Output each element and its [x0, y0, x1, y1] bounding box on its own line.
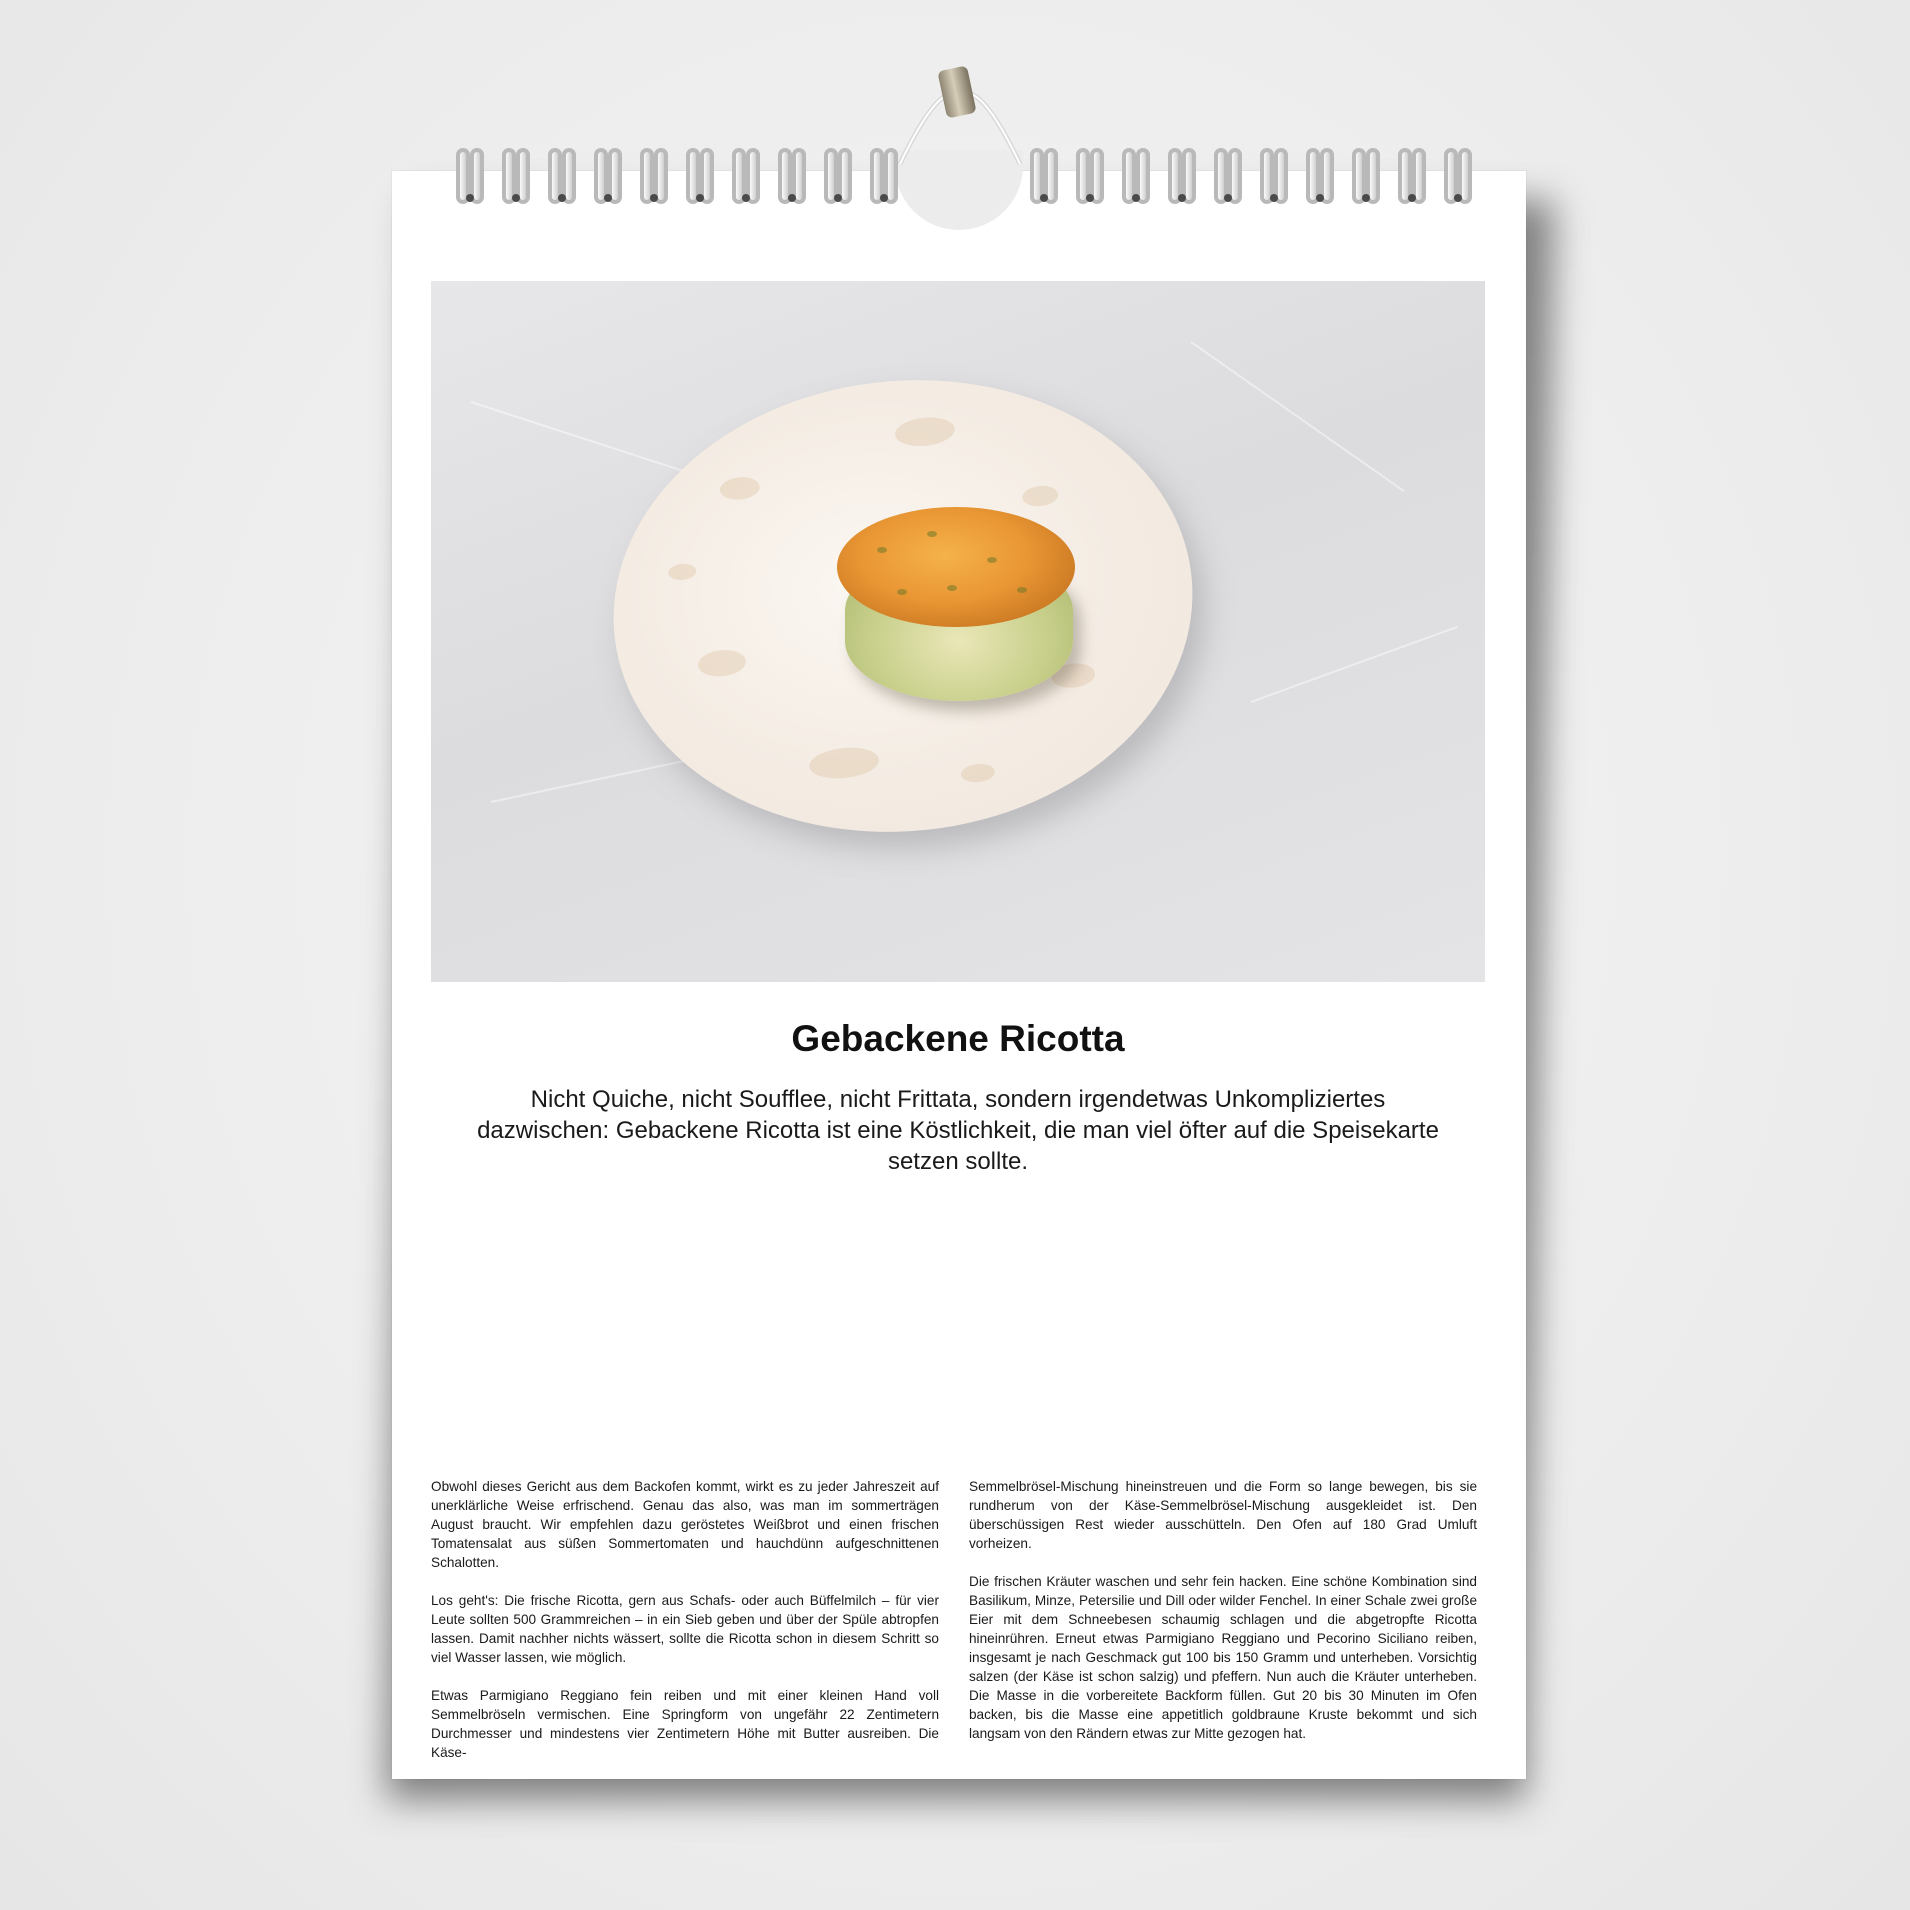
herb-fleck: [1017, 587, 1027, 593]
herb-fleck: [947, 585, 957, 591]
binding-hole: [1132, 194, 1140, 202]
ricotta-crust: [837, 507, 1075, 627]
binding-hole: [512, 194, 520, 202]
plate-stain: [960, 762, 996, 783]
binding-hole: [650, 194, 658, 202]
paragraph: Etwas Parmigiano Reggiano fein reiben und mit einer kleinen Hand voll Semmelbröseln vermischen. Eine Springform von ungefähr 22 Zentimetern Durchmesser und mindestens vier Zentimetern Höhe mit Butter ausreiben. Die Käse-: [431, 1688, 939, 1760]
paragraph: Die frischen Kräuter waschen und sehr fein hacken. Eine schöne Kombination sind Basilikum, Minze, Petersilie und Dill oder wilder Fenchel. In einer Schale zwei große Eier mit dem Schneebesen schaumig schlagen und die abgetropfte Ricotta hineinrühren. Erneut etwas Parmigiano Reggiano und Pecorino Siciliano reiben, insgesamt je nach Geschmack gut 100 bis 150 Gramm und unterheben. Vorsichtig salzen (der Käse ist schon salzig) und pfeffern. Nun auch die Kräuter unterheben. Die Masse in die vorbereitete Backform füllen. Gut 20 bis 30 Minuten im Ofen backen, bis die Masse eine appetitlich goldbraune Kruste bekommt und sich langsam von den Rändern etwas zur Mitte gezogen hat.: [969, 1574, 1477, 1741]
plate-stain: [808, 744, 881, 781]
paragraph: Los geht's: Die frische Ricotta, gern aus Schafs- oder auch Büffelmilch – für vier Leute sollten 500 Grammreichen – in ein Sieb geben und über der Spüle abtropfen lassen. Damit nachher nichts wässert, sollte die Ricotta schon in diesem Schritt so viel Wasser lassen, wie möglich.: [431, 1593, 939, 1665]
plate-stain: [719, 475, 761, 501]
text-column-right: [969, 1477, 1477, 1762]
paragraph: Obwohl dieses Gericht aus dem Backofen kommt, wirkt es zu jeder Jahreszeit auf unerklärliche Weise erfrischend. Genau das also, was man im sommerträgen August braucht. Wir empfehlen dazu geröstetes Weißbrot und einen frischen Tomatensalat aus süßen Sommertomaten und hauchdünn aufgeschnittenen Schalotten.: [431, 1479, 939, 1570]
binding-hole: [1270, 194, 1278, 202]
binding-hole: [558, 194, 566, 202]
plate-stain: [1021, 484, 1059, 508]
binding-hole: [1040, 194, 1048, 202]
recipe-title: Gebackene Ricotta: [791, 1018, 1125, 1059]
binding-hole: [834, 194, 842, 202]
plate-stain: [697, 648, 747, 679]
marble-vein: [1251, 626, 1458, 703]
plate-stain: [667, 562, 697, 581]
binding-hole: [1454, 194, 1462, 202]
binding-hole: [788, 194, 796, 202]
herb-fleck: [897, 589, 907, 595]
binding-hole: [1316, 194, 1324, 202]
binding-hole: [1178, 194, 1186, 202]
dish-photo: [431, 281, 1485, 982]
marble-vein: [1190, 341, 1404, 492]
herb-fleck: [987, 557, 997, 563]
text-column-left: [431, 1477, 939, 1781]
recipe-intro: Nicht Quiche, nicht Soufflee, nicht Frittata, sondern irgendetwas Unkompliziertes dazwischen: Gebackene Ricotta ist eine Köstlichkeit, die man viel öfter auf die Speisekarte setzen sollte.: [477, 1086, 1439, 1175]
binding-hole: [742, 194, 750, 202]
herb-fleck: [927, 531, 937, 537]
plate-stain: [894, 415, 957, 449]
herb-fleck: [877, 547, 887, 553]
binding-hole: [1408, 194, 1416, 202]
binding-hole: [1086, 194, 1094, 202]
binding-hole: [696, 194, 704, 202]
paragraph: Semmelbrösel-Mischung hineinstreuen und die Form so lange bewegen, bis sie rundherum von der Käse-Semmelbrösel-Mischung ausgekleidet ist. Den überschüssigen Rest wieder ausschütteln. Den Ofen auf 180 Grad Umluft vorheizen.: [969, 1479, 1477, 1551]
binding-hole: [604, 194, 612, 202]
binding-hole: [466, 194, 474, 202]
binding-hole: [880, 194, 888, 202]
binding-hole: [1362, 194, 1370, 202]
binding-hole: [1224, 194, 1232, 202]
